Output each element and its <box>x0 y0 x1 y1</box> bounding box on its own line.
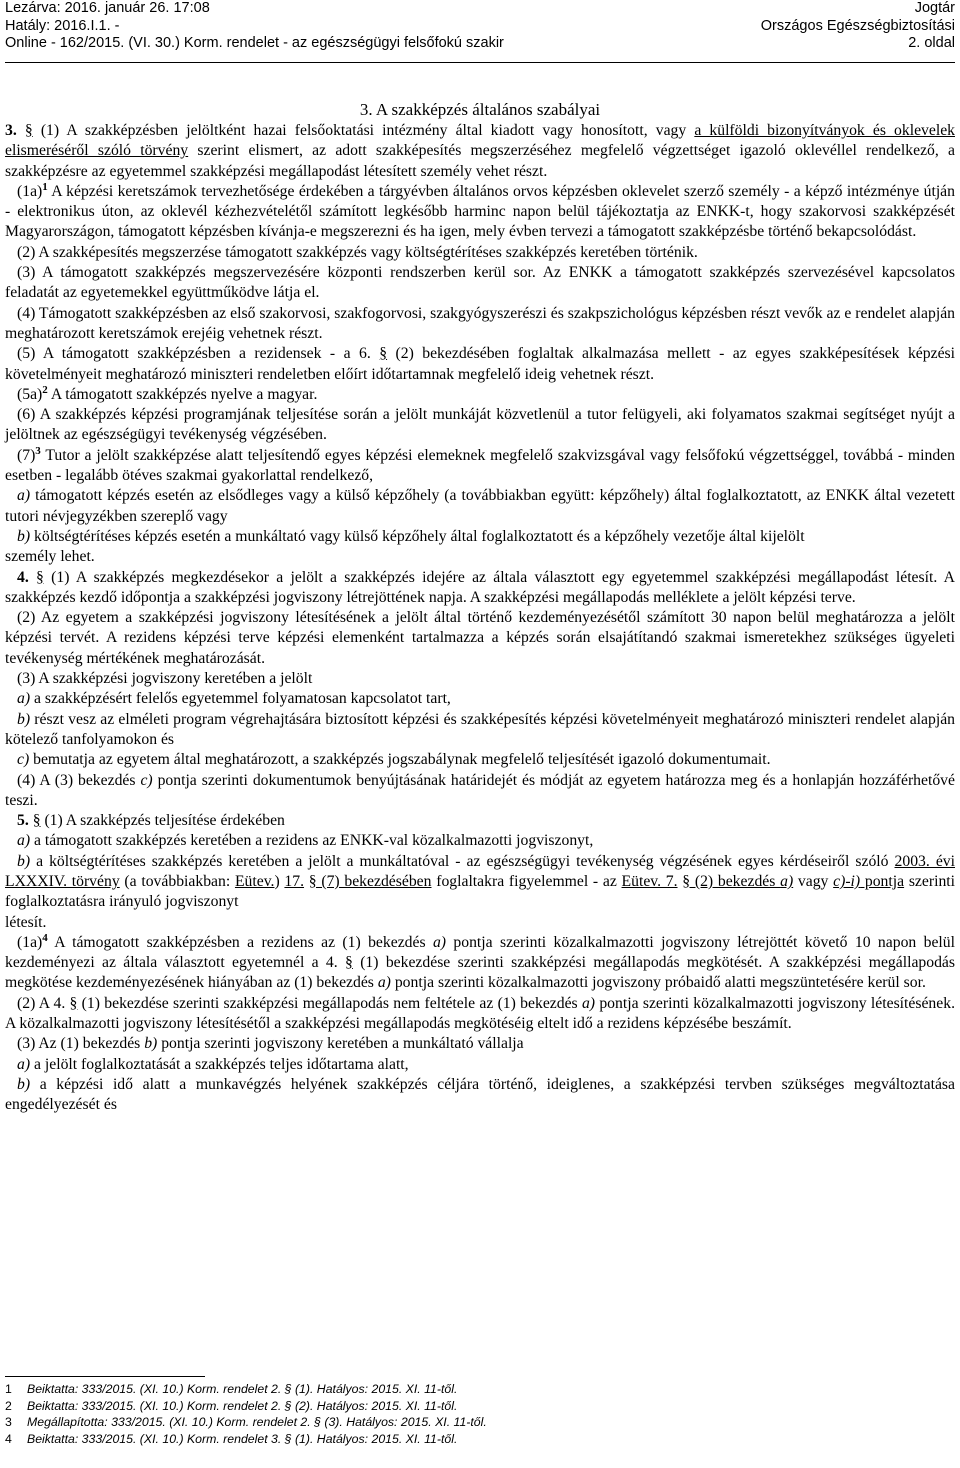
paragraph: (4) Támogatott szakképzésben az első szakorvosi, szakfogorvosi, szakgyógyszerészi és szakpszichológus képzésben részt vevők az e rendelet alapján meghatározott keretszámok erejéig vehetnek részt. <box>5 304 955 342</box>
header-lock-date: Lezárva: 2016. január 26. 17:08 <box>5 0 210 16</box>
paragraph: $(1a)^1$ A képzési keretszámok tervezhetősége érdekében a tárgyévben általános orvos képzésben oklevelet szerző személy - a képző intézménye útján - elektronikus úton, az oklevél kézhezvételétől számított legkésőbb harminc napon belül tájékoztatja az ENKK-t, hogy szakorvosi szakképzését Magyarországon, támogatott képzésben kívánja-e megszerezni és ha igen, mely évben tervezi a támogatott szakképzésbe történő bekapcsolódást. <box>5 180 955 241</box>
paragraph: b) a költségtérítéses szakképzés keretében a jelölt a munkáltatóval - az egészségügyi tevékenység végzésének egyes kérdéseiről szóló 2003. évi LXXXIV. törvény (a továbbiakban: Eütev.) 17. § (7) bekezdésében foglaltakra figyelemmel - az Eütev. 7. § (2) bekezdés a) vagy c)-i) pontja szerinti foglalkoztatásra irányuló jogviszonyt létesít. <box>5 852 956 931</box>
paragraph: (3) A szakképzési jogviszony keretében a jelölt <box>17 670 313 688</box>
paragraph: a) a támogatott szakképzés keretében a rezidens az ENKK-val közalkalmazotti jogviszonyt, <box>17 832 594 850</box>
paragraph: 3. § (1) A szakképzésben jelöltként hazai felsőoktatási intézmény által kiadott vagy honosított, vagy a külföldi bizonyítványok és oklevelek elismeréséről szóló törvény szerint elismert, az adott szakképesítés megszerzéséhez megfelelő végzettséget igazoló oklevéllel rendelkező, a szakképzésre az egyetemmel szakképzési megállapodást létesített személy vehet részt. <box>5 122 956 180</box>
footnote <box>5 1414 955 1431</box>
paragraph: $(7)^3$ Tutor a jelölt szakképzése alatt teljesítendő egyes képzési elemeknek megfelelő szakvizsgával vagy felsőfokú végzettséggel, továbbá - minden esetben - legalább ötéves szakmai gyakorlattal rendelkező, <box>5 444 955 485</box>
footnote-text: Megállapította: 333/2015. (XI. 10.) Korm. rendelet 2. § (3). Hatályos: 2015. XI. 11-től. <box>27 1415 487 1429</box>
header-document-ref: Online - 162/2015. (VI. 30.) Korm. rendelet - az egészségügyi felsőfokú szakir <box>5 35 504 51</box>
paragraph: $(5a)^2$ A támogatott szakképzés nyelve a magyar. <box>17 383 318 403</box>
header-right <box>761 0 955 53</box>
header-brand: Jogtár <box>914 0 955 16</box>
paragraph: (2) A 4. § (1) bekezdése szerinti szakképzési megállapodás nem feltétele az (1) bekezdés a) pontja szerinti közalkalmazotti jogviszony létesítésének. A közalkalmazotti jogviszony létesítésétől a szakképzési megállapodás megkötéséig eltelt idő a rezidens képzésébe beszámít. <box>5 994 955 1033</box>
paragraph: b) részt vesz az elméleti program végrehajtására biztosított képzési és szakképesítés képzési követelményeit meghatározó miniszteri rendelet alapján kötelező tanfolyamokon és <box>5 710 955 748</box>
footnote-number: 4 <box>5 1431 12 1446</box>
paragraph: c) bemutatja az egyetem által meghatározott, a szakképzés jogszabálynak megfelelő teljesítését igazoló dokumentumait. <box>17 751 771 769</box>
footnote-number: 3 <box>5 1415 12 1429</box>
paragraph: a) támogatott képzés esetén az elsődleges vagy a külső képzőhely (a továbbiakban együtt: képzőhely) által foglalkoztatott, az ENKK által vezetett tutori névjegyzékben szereplő vagy <box>5 487 955 525</box>
footnote <box>5 1398 955 1415</box>
footnote-number: 2 <box>5 1398 12 1413</box>
paragraph: $(1a)^4$ A támogatott szakképzésben a rezidens az (1) bekezdés a) pontja szerinti közalkalmazotti jogviszony létrejöttét követő 10 napon belül kezdeményezi az általa választott egyetemnél a 4. § (1) bekezdése szerinti szakképzési megállapodás megkötését. A szakképzési megállapodás megkötése kezdeményezésének hiányában az (1) bekezdés a) pontja szerinti közalkalmazotti jogviszony próbaidő alatti megszüntetésére kerül sor. <box>5 931 956 992</box>
header-validity: Hatály: 2016.I.1. - <box>5 17 120 34</box>
header-left <box>5 0 504 53</box>
footnote-number: 1 <box>5 1382 12 1396</box>
header-page-number: 2. oldal <box>908 35 955 51</box>
paragraph: 5. § (1) A szakképzés teljesítése érdekében <box>17 812 285 830</box>
section-title: 3. A szakképzés általános szabályai <box>359 100 601 119</box>
paragraph: (4) A (3) bekezdés c) pontja szerinti dokumentumok benyújtásának határidejét és módját az egyetem határozza meg és a honlapján hozzáférhetővé teszi. <box>5 771 955 809</box>
paragraph: (5) A támogatott szakképzésben a rezidensek - a 6. § (2) bekezdésében foglaltak alkalmazása mellett - az egyes szakképesítések képzési követelményeit meghatározó miniszteri rendeletben előírt időtartamnak megfelelő ideig vehetnek részt. <box>5 345 955 383</box>
paragraph: b) a képzési idő alatt a munkavégzés helyének szakképzés céljára történő, ideiglenes, a szakképzési tervben szükséges megváltoztatása engedélyezését és <box>5 1075 955 1114</box>
footnote-text: Beiktatta: 333/2015. (XI. 10.) Korm. rendelet 3. § (1). Hatályos: 2015. XI. 11-től. <box>27 1431 458 1446</box>
paragraph: (3) Az (1) bekezdés b) pontja szerinti jogviszony keretében a munkáltató vállalja <box>17 1035 524 1053</box>
footnote <box>5 1381 955 1398</box>
footnote-text: Beiktatta: 333/2015. (XI. 10.) Korm. rendelet 2. § (1). Hatályos: 2015. XI. 11-től. <box>27 1382 458 1396</box>
paragraph: (6) A szakképzés képzési programjának teljesítése során a jelölt munkáját közvetlenül a tutor felügyeli, aki folyamatos szakmai segítséget nyújt a jelöltnek az egészségügyi tevékenység végzésében. <box>5 406 955 444</box>
header-publisher: Országos Egészségbiztosítási <box>760 17 955 34</box>
footnote-divider <box>5 1376 205 1377</box>
paragraph: b) költségtérítéses képzés esetén a munkáltató vagy külső képzőhely által foglalkoztatott és a képzőhely vezetője által kijelölt személy lehet. <box>5 527 805 566</box>
paragraph: a) a jelölt foglalkoztatását a szakképzés teljes időtartama alatt, <box>17 1055 409 1073</box>
document-body <box>5 121 955 1116</box>
header-divider <box>5 62 955 63</box>
footnotes <box>5 1381 955 1447</box>
paragraph: (2) A szakképesítés megszerzése támogatott szakképzés vagy költségtérítéses szakképzés keretében történik. <box>17 243 698 261</box>
paragraph: 4. § (1) A szakképzés megkezdésekor a jelölt a szakképzés idejére az általa választott egy egyetemmel szakképzési megállapodást létesít. A szakképzés kezdő időpontja a szakképzési jogviszony létrejöttének napja. A szakképzési megállapodás melléklete a jelölt képzési terve. <box>5 568 955 606</box>
paragraph: (2) Az egyetem a szakképzési jogviszony létesítésének a jelölt által történő kezdeményezésétől számított 30 napon belül meghatározza a jelölt képzési tervét. A rezidens képzési terve képzési elemenként tartalmazza a képzés során elsajátítandó szakmai ismeretekhez szükséges ügyeleti tevékenység mértékének meghatározását. <box>5 609 955 667</box>
paragraph: a) a szakképzésért felelős egyetemmel folyamatosan kapcsolatot tart, <box>17 690 451 708</box>
page-header <box>5 0 955 56</box>
footnote-text: Beiktatta: 333/2015. (XI. 10.) Korm. rendelet 2. § (2). Hatályos: 2015. XI. 11-től. <box>27 1398 458 1413</box>
footnote <box>5 1431 955 1448</box>
paragraph: (3) A támogatott szakképzés megszervezésére központi rendszerben kerül sor. Az ENKK a támogatott szakképzés szervezésével kapcsolatos feladatát az egyetemekkel együttműködve látja el. <box>5 264 955 302</box>
